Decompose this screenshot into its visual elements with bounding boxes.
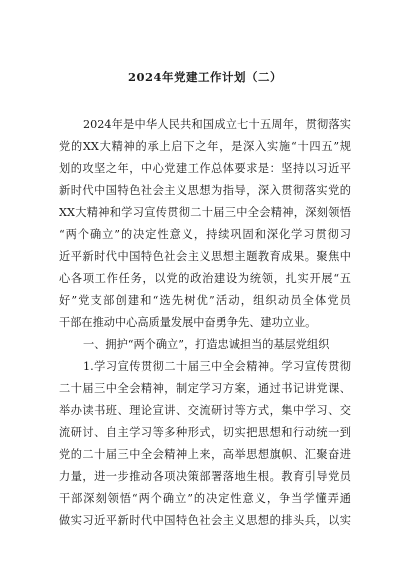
paragraph-line: 举办读书班、理论宣讲、交流研讨等方式，集中学习、交 [59, 404, 351, 417]
paragraph-line: 做实习近平新时代中国特色社会主义思想的排头兵，以实 [59, 514, 351, 527]
paragraph-line: 流研讨、自主学习等多种形式，切实把思想和行动统一到 [59, 426, 351, 439]
paragraph-line: 近平新时代中国特色社会主义思想主题教育成果。聚焦中 [59, 250, 351, 263]
paragraph-line: 力量，进一步推动各项决策部署落地生根。教育引导党员 [59, 470, 351, 483]
paragraph-line: 心各项工作任务，以党的政治建设为统领，扎实开展“五 [59, 272, 351, 285]
paragraph-line: 干部深刻领悟“两个确立”的决定性意义，争当学懂弄通 [59, 492, 351, 505]
document-title: 2024年党建工作计划（二） [127, 70, 282, 84]
paragraph-line: 二十届三中全会精神，制定学习方案，通过书记讲党课、 [59, 382, 351, 395]
paragraph-line: 好”党支部创建和“选先树优”活动，组织动员全体党员 [59, 294, 351, 307]
paragraph-line: 新时代中国特色社会主义思想为指导，深入贯彻落实党的 [59, 184, 351, 197]
paragraph-line: 1.学习宣传贯彻二十届三中全会精神。学习宣传贯彻 [83, 360, 351, 373]
paragraph-line: 划的攻坚之年，中心党建工作总体要求是：坚持以习近平 [59, 162, 351, 175]
paragraph-line: 2024年是中华人民共和国成立七十五周年，贯彻落实 [83, 118, 351, 131]
paragraph-line: 干部在推动中心高质量发展中奋勇争先、建功立业。 [59, 316, 317, 329]
paragraph-line: 党的XX大精神的承上启下之年，是深入实施“十四五”规 [59, 140, 351, 153]
paragraph-line: XX大精神和学习宣传贯彻二十届三中全会精神，深刻领悟 [59, 206, 351, 219]
paragraph-line: “两个确立”的决定性意义，持续巩固和深化学习贯彻习 [59, 228, 351, 241]
section-heading: 一、拥护“两个确立”，打造忠诚担当的基层党组织 [83, 338, 330, 351]
paragraph-line: 党的二十届三中全会精神上来，高举思想旗帜、汇聚奋进 [59, 448, 351, 461]
